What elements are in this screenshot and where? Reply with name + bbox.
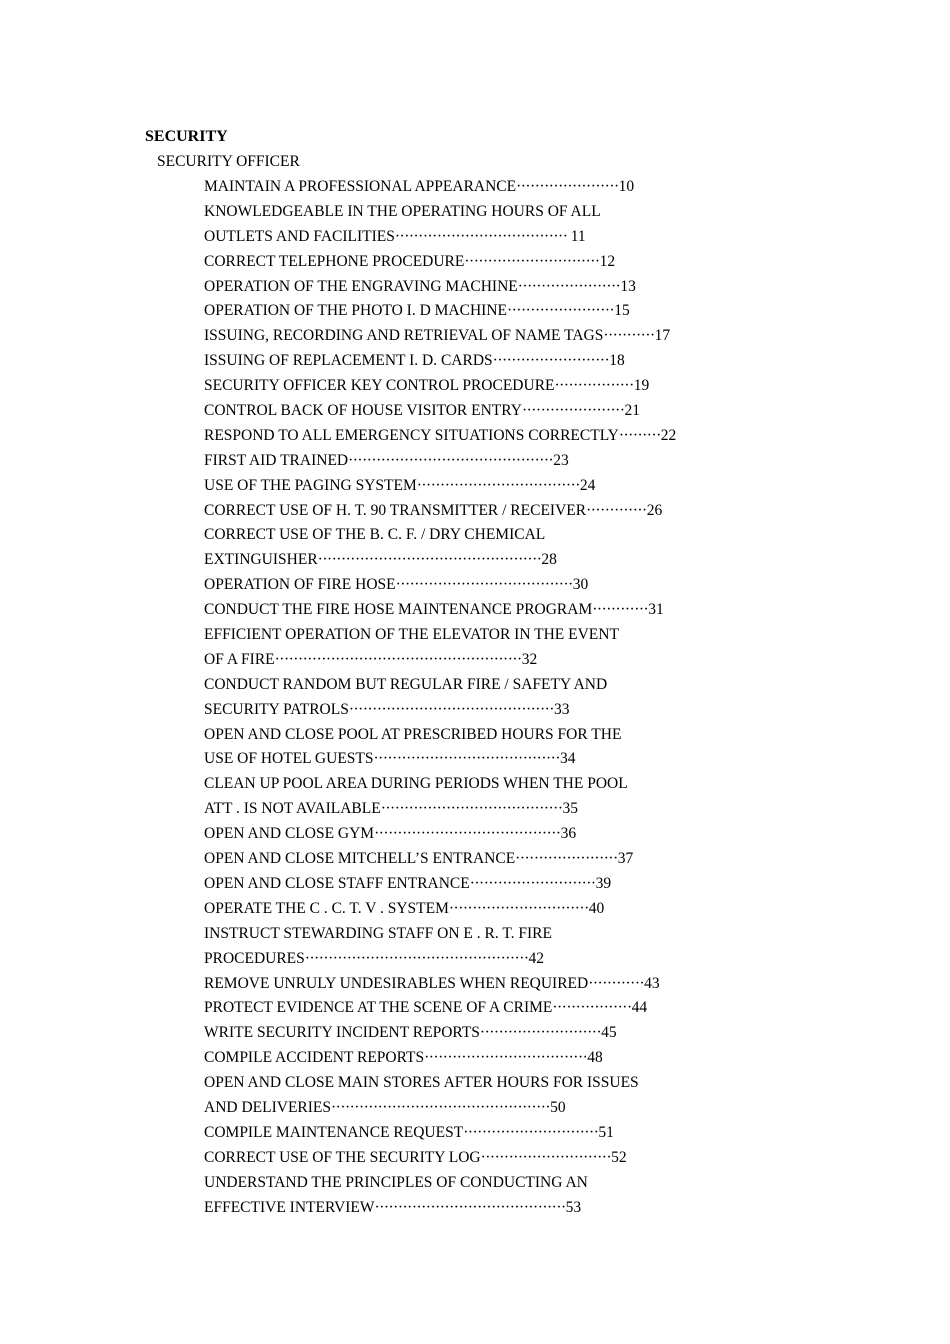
toc-dot-leader: ····································· <box>394 227 571 245</box>
toc-page-number: 11 <box>570 227 586 245</box>
toc-dot-leader: ······································ <box>395 576 573 594</box>
toc-dot-leader: ····························· <box>463 1123 599 1141</box>
toc-entry-text: USE OF HOTEL GUESTS <box>204 750 374 768</box>
toc-entry-text: EFFICIENT OPERATION OF THE ELEVATOR IN THE EVENT <box>204 626 619 644</box>
toc-dot-leader: ··································· <box>424 1049 588 1067</box>
toc-entry-text: FIRST AID TRAINED <box>204 451 349 469</box>
toc-dot-leader: ···························· <box>480 1148 612 1166</box>
toc-entry-text: OPEN AND CLOSE POOL AT PRESCRIBED HOURS FOR THE <box>204 725 622 743</box>
subsection-title: SECURITY OFFICER <box>157 153 300 170</box>
toc-page-number: 18 <box>609 352 625 370</box>
toc-dot-leader: ··········· <box>603 327 655 345</box>
toc-page-number: 45 <box>601 1024 617 1042</box>
toc-dot-leader: ······················ <box>515 850 618 868</box>
toc-dot-leader: ············································ <box>348 451 554 469</box>
toc-entry-text: OPEN AND CLOSE MAIN STORES AFTER HOURS FOR ISSUES <box>204 1074 639 1092</box>
toc-entry-text: MAINTAIN A PROFESSIONAL APPEARANCE <box>204 178 517 195</box>
toc-entry-text: OPEN AND CLOSE STAFF ENTRANCE <box>204 874 470 892</box>
toc-dot-leader: ····················································· <box>274 650 522 668</box>
toc-page-number: 36 <box>560 825 577 843</box>
toc-entry <box>204 623 676 648</box>
toc-dot-leader: ············ <box>592 601 649 619</box>
toc-page-number: 24 <box>579 476 596 494</box>
toc-entry <box>204 1146 676 1171</box>
toc-entry <box>204 275 676 300</box>
toc-dot-leader: ················································ <box>304 949 529 967</box>
toc-page-number: 51 <box>598 1123 614 1141</box>
toc-entry-text: OF A FIRE <box>204 650 275 668</box>
toc-page-number: 33 <box>553 700 570 718</box>
toc-entry <box>204 449 676 474</box>
toc-dot-leader: ··························· <box>469 874 596 892</box>
toc-dot-leader: ········································ <box>374 825 561 843</box>
toc-dot-leader: ······················ <box>516 178 619 195</box>
toc-dot-leader: ············································ <box>348 700 554 718</box>
toc-entry <box>204 399 676 424</box>
toc-entry <box>204 349 676 374</box>
toc-entry <box>204 573 676 598</box>
toc-dot-leader: ················· <box>554 377 634 395</box>
toc-page-number: 19 <box>633 377 650 395</box>
toc-page-number: 40 <box>588 899 605 917</box>
toc-entry-text: OPERATE THE C . C. T. V . SYSTEM <box>204 899 449 917</box>
toc-entry-text: SECURITY OFFICER KEY CONTROL PROCEDURE <box>204 377 555 395</box>
toc-page-number: 26 <box>646 501 663 519</box>
toc-dot-leader: ········································· <box>374 1198 566 1216</box>
toc-entry <box>204 822 676 847</box>
toc-page-number: 44 <box>631 999 648 1017</box>
toc-entry-text: USE OF THE PAGING SYSTEM <box>204 476 417 494</box>
toc-entry-text: PROCEDURES <box>204 949 305 967</box>
toc-entry <box>204 1171 676 1196</box>
toc-entry <box>204 872 676 897</box>
toc-entry <box>204 1121 676 1146</box>
toc-page-number: 10 <box>618 178 635 195</box>
toc-entry <box>204 1071 676 1096</box>
toc-page-number: 15 <box>614 302 630 320</box>
toc-entry <box>204 947 676 972</box>
toc-dot-leader: ························· <box>492 352 610 370</box>
toc-entry <box>204 474 676 499</box>
toc-entry <box>204 598 676 623</box>
toc-entry <box>204 548 676 573</box>
toc-dot-leader: ······································· <box>380 800 563 818</box>
toc-entry-text: OPERATION OF FIRE HOSE <box>204 576 396 594</box>
toc-page-number: 50 <box>550 1098 566 1116</box>
toc-entry-text: OUTLETS AND FACILITIES <box>204 227 395 245</box>
toc-dot-leader: ········· <box>618 426 661 444</box>
toc-page-number: 52 <box>611 1148 627 1166</box>
toc-page-number: 17 <box>654 327 671 345</box>
toc-entry-text: CORRECT TELEPHONE PROCEDURE <box>204 252 465 270</box>
toc-page-number: 30 <box>572 576 589 594</box>
toc-entry <box>204 299 676 324</box>
toc-entry <box>204 922 676 947</box>
toc-entry-text: WRITE SECURITY INCIDENT REPORTS <box>204 1024 480 1042</box>
toc-entry-text: INSTRUCT STEWARDING STAFF ON E . R. T. FIRE <box>204 924 552 942</box>
toc-entry-text: EFFECTIVE INTERVIEW <box>204 1198 375 1216</box>
toc-entry-text: CONTROL BACK OF HOUSE VISITOR ENTRY <box>204 402 522 420</box>
toc-entry <box>204 772 676 797</box>
toc-entry-text: OPEN AND CLOSE MITCHELL’S ENTRANCE <box>204 850 516 868</box>
toc-entry-text: CORRECT USE OF THE B. C. F. / DRY CHEMICAL <box>204 526 546 544</box>
toc-dot-leader: ······················· <box>506 302 615 320</box>
toc-entry <box>204 225 676 250</box>
toc-entry <box>204 648 676 673</box>
toc-dot-leader: ······················ <box>521 402 625 420</box>
toc-entry <box>204 250 676 275</box>
toc-dot-leader: ············ <box>588 974 645 992</box>
toc-page-number: 34 <box>559 750 576 768</box>
toc-entry-text: ISSUING, RECORDING AND RETRIEVAL OF NAME TAGS <box>204 327 604 345</box>
toc-entry <box>204 1196 676 1221</box>
toc-entry <box>204 324 676 349</box>
toc-dot-leader: ················· <box>552 999 632 1017</box>
toc-entry-text: COMPILE MAINTENANCE REQUEST <box>204 1123 464 1141</box>
toc-page-number: 43 <box>644 974 660 992</box>
toc-dot-leader: ·························· <box>479 1024 602 1042</box>
toc-entry-text: OPERATION OF THE PHOTO I. D MACHINE <box>204 302 507 320</box>
toc-entry-text: CLEAN UP POOL AREA DURING PERIODS WHEN THE POOL <box>204 775 628 793</box>
toc-entry <box>204 424 676 449</box>
toc-entry <box>204 1096 676 1121</box>
toc-page-number: 21 <box>624 402 640 420</box>
toc-entry <box>204 797 676 822</box>
toc-dot-leader: ················································ <box>317 551 542 569</box>
toc-page-number: 35 <box>562 800 579 818</box>
section-title: SECURITY <box>145 128 228 145</box>
toc-entry <box>204 698 676 723</box>
toc-entry <box>204 996 676 1021</box>
toc-entry-text: CORRECT USE OF H. T. 90 TRANSMITTER / RECEIVER <box>204 501 587 519</box>
toc-entry-text: OPERATION OF THE ENGRAVING MACHINE <box>204 277 518 295</box>
toc-page-number: 53 <box>565 1198 582 1216</box>
toc-entry <box>204 747 676 772</box>
toc-entry-text: AND DELIVERIES <box>204 1098 331 1116</box>
toc-entry <box>204 972 676 997</box>
toc-page-number: 32 <box>521 650 538 668</box>
toc-page-number: 13 <box>620 277 636 295</box>
toc-dot-leader: ······························ <box>448 899 589 917</box>
toc-entry <box>204 723 676 748</box>
table-of-contents <box>204 175 676 1220</box>
toc-entry-text: CORRECT USE OF THE SECURITY LOG <box>204 1148 481 1166</box>
toc-entry-text: CONDUCT RANDOM BUT REGULAR FIRE / SAFETY AND <box>204 675 608 693</box>
toc-page-number: 12 <box>599 252 616 270</box>
toc-entry-text: REMOVE UNRULY UNDESIRABLES WHEN REQUIRED <box>204 974 589 992</box>
toc-entry-text: CONDUCT THE FIRE HOSE MAINTENANCE PROGRAM <box>204 601 593 619</box>
toc-entry <box>204 200 676 225</box>
toc-entry-text: COMPILE ACCIDENT REPORTS <box>204 1049 425 1067</box>
toc-entry-text: ISSUING OF REPLACEMENT I. D. CARDS <box>204 352 493 370</box>
toc-page-number: 23 <box>553 451 569 469</box>
toc-dot-leader: ······················ <box>517 277 621 295</box>
toc-entry <box>204 847 676 872</box>
toc-entry <box>204 673 676 698</box>
toc-entry-text: SECURITY PATROLS <box>204 700 349 718</box>
toc-dot-leader: ····························· <box>464 252 600 270</box>
toc-entry-text: RESPOND TO ALL EMERGENCY SITUATIONS CORRECTLY <box>204 426 619 444</box>
toc-entry-text: EXTINGUISHER <box>204 551 318 569</box>
toc-dot-leader: ············· <box>586 501 647 519</box>
toc-entry-text: ATT . IS NOT AVAILABLE <box>204 800 381 818</box>
toc-entry <box>204 374 676 399</box>
toc-page-number: 31 <box>648 601 664 619</box>
toc-entry <box>204 1046 676 1071</box>
toc-page-number: 22 <box>660 426 677 444</box>
toc-page-number: 48 <box>587 1049 603 1067</box>
toc-page-number: 42 <box>528 949 545 967</box>
toc-entry <box>204 499 676 524</box>
toc-page-number: 37 <box>617 850 634 868</box>
toc-page-number: 39 <box>595 874 612 892</box>
toc-entry <box>204 523 676 548</box>
toc-dot-leader: ········································ <box>373 750 560 768</box>
toc-dot-leader: ··············································· <box>331 1098 551 1116</box>
toc-entry-text: KNOWLEDGEABLE IN THE OPERATING HOURS OF ALL <box>204 202 601 220</box>
toc-entry-text: OPEN AND CLOSE GYM <box>204 825 375 843</box>
toc-entry <box>204 175 676 200</box>
toc-entry <box>204 1021 676 1046</box>
toc-page-number: 28 <box>541 551 557 569</box>
toc-entry <box>204 897 676 922</box>
toc-entry-text: UNDERSTAND THE PRINCIPLES OF CONDUCTING AN <box>204 1173 588 1191</box>
toc-entry-text: PROTECT EVIDENCE AT THE SCENE OF A CRIME <box>204 999 553 1017</box>
toc-dot-leader: ··································· <box>416 476 580 494</box>
